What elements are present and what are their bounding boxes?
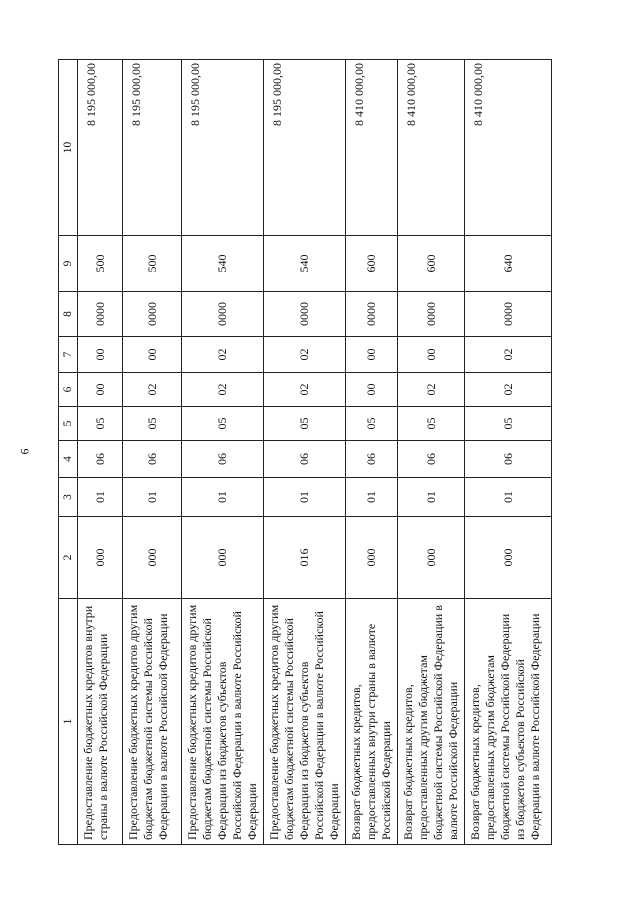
code-cell: 05 bbox=[465, 407, 552, 441]
amount-cell: 8 195 000,00 bbox=[78, 60, 123, 236]
code-cell: 00 bbox=[123, 337, 182, 373]
code-cell: 02 bbox=[465, 337, 552, 373]
code-cell: 600 bbox=[398, 236, 465, 292]
header-cell: 9 bbox=[59, 236, 78, 292]
code-cell: 000 bbox=[346, 517, 398, 599]
amount-cell: 8 410 000,00 bbox=[346, 60, 398, 236]
code-cell: 500 bbox=[123, 236, 182, 292]
code-cell: 05 bbox=[78, 407, 123, 441]
header-cell: 2 bbox=[59, 517, 78, 599]
code-cell: 01 bbox=[398, 478, 465, 517]
header-cell: 6 bbox=[59, 373, 78, 407]
code-cell: 000 bbox=[78, 517, 123, 599]
header-cell: 5 bbox=[59, 407, 78, 441]
code-cell: 00 bbox=[346, 373, 398, 407]
table-row bbox=[346, 60, 398, 845]
table-row bbox=[123, 60, 182, 845]
row-name-cell: Предоставление бюджетных кредитов внутри страны в валюте Российской Федерации bbox=[78, 599, 123, 845]
table-row bbox=[264, 60, 346, 845]
code-cell: 06 bbox=[78, 441, 123, 478]
code-cell: 05 bbox=[398, 407, 465, 441]
header-cell: 4 bbox=[59, 441, 78, 478]
code-cell: 0000 bbox=[264, 292, 346, 337]
table-row bbox=[465, 60, 552, 845]
table-row bbox=[78, 60, 123, 845]
code-cell: 540 bbox=[182, 236, 264, 292]
code-cell: 0000 bbox=[398, 292, 465, 337]
code-cell: 01 bbox=[78, 478, 123, 517]
code-cell: 02 bbox=[182, 373, 264, 407]
amount-cell: 8 410 000,00 bbox=[398, 60, 465, 236]
code-cell: 500 bbox=[78, 236, 123, 292]
row-name-cell: Возврат бюджетных кредитов, предоставленных другим бюджетам бюджетной системы Российской Федерации из бюджетов субъектов Российской Федерации в валюте Российской Федерации bbox=[465, 599, 552, 845]
code-cell: 0000 bbox=[123, 292, 182, 337]
code-cell: 0000 bbox=[182, 292, 264, 337]
code-cell: 02 bbox=[264, 373, 346, 407]
page-number: 6 bbox=[17, 448, 32, 455]
code-cell: 000 bbox=[123, 517, 182, 599]
code-cell: 05 bbox=[182, 407, 264, 441]
code-cell: 02 bbox=[182, 337, 264, 373]
code-cell: 00 bbox=[78, 337, 123, 373]
code-cell: 06 bbox=[465, 441, 552, 478]
row-name-cell: Возврат бюджетных кредитов, предоставленных другим бюджетам бюджетной системы Российской Федерации в валюте Российской Федерации bbox=[398, 599, 465, 845]
code-cell: 540 bbox=[264, 236, 346, 292]
code-cell: 000 bbox=[465, 517, 552, 599]
table-row bbox=[182, 60, 264, 845]
code-cell: 06 bbox=[182, 441, 264, 478]
row-name-cell: Предоставление бюджетных кредитов другим бюджетам бюджетной системы Российской Федерации из бюджетов субъектов Российской Федерации в валюте Российской Федерации bbox=[182, 599, 264, 845]
code-cell: 01 bbox=[123, 478, 182, 517]
row-name-cell: Предоставление бюджетных кредитов другим бюджетам бюджетной системы Российской Федерации из бюджетов субъектов Российской Федерации в валюте Российской Федерации bbox=[264, 599, 346, 845]
code-cell: 640 bbox=[465, 236, 552, 292]
code-cell: 000 bbox=[398, 517, 465, 599]
amount-cell: 8 410 000,00 bbox=[465, 60, 552, 236]
budget-credits-table bbox=[58, 59, 552, 845]
amount-cell: 8 195 000,00 bbox=[123, 60, 182, 236]
code-cell: 01 bbox=[465, 478, 552, 517]
code-cell: 0000 bbox=[465, 292, 552, 337]
code-cell: 00 bbox=[346, 337, 398, 373]
code-cell: 0000 bbox=[78, 292, 123, 337]
code-cell: 02 bbox=[123, 373, 182, 407]
header-cell: 7 bbox=[59, 337, 78, 373]
code-cell: 02 bbox=[398, 373, 465, 407]
code-cell: 01 bbox=[346, 478, 398, 517]
header-row bbox=[59, 60, 78, 845]
code-cell: 01 bbox=[182, 478, 264, 517]
header-cell: 8 bbox=[59, 292, 78, 337]
amount-cell: 8 195 000,00 bbox=[264, 60, 346, 236]
code-cell: 05 bbox=[264, 407, 346, 441]
table-container bbox=[58, 60, 542, 845]
code-cell: 01 bbox=[264, 478, 346, 517]
code-cell: 000 bbox=[182, 517, 264, 599]
header-cell: 3 bbox=[59, 478, 78, 517]
code-cell: 05 bbox=[346, 407, 398, 441]
header-cell: 1 bbox=[59, 599, 78, 845]
header-cell: 10 bbox=[59, 60, 78, 236]
code-cell: 0000 bbox=[346, 292, 398, 337]
rotated-table-wrapper bbox=[58, 60, 542, 845]
code-cell: 06 bbox=[123, 441, 182, 478]
code-cell: 06 bbox=[398, 441, 465, 478]
code-cell: 00 bbox=[398, 337, 465, 373]
row-name-cell: Возврат бюджетных кредитов, предоставленных внутри страны в валюте Российской Федерации bbox=[346, 599, 398, 845]
code-cell: 02 bbox=[465, 373, 552, 407]
code-cell: 05 bbox=[123, 407, 182, 441]
table-row bbox=[398, 60, 465, 845]
code-cell: 06 bbox=[346, 441, 398, 478]
code-cell: 016 bbox=[264, 517, 346, 599]
code-cell: 600 bbox=[346, 236, 398, 292]
code-cell: 02 bbox=[264, 337, 346, 373]
code-cell: 00 bbox=[78, 373, 123, 407]
code-cell: 06 bbox=[264, 441, 346, 478]
row-name-cell: Предоставление бюджетных кредитов другим бюджетам бюджетной системы Российской Федерации в валюте Российской Федерации bbox=[123, 599, 182, 845]
amount-cell: 8 195 000,00 bbox=[182, 60, 264, 236]
